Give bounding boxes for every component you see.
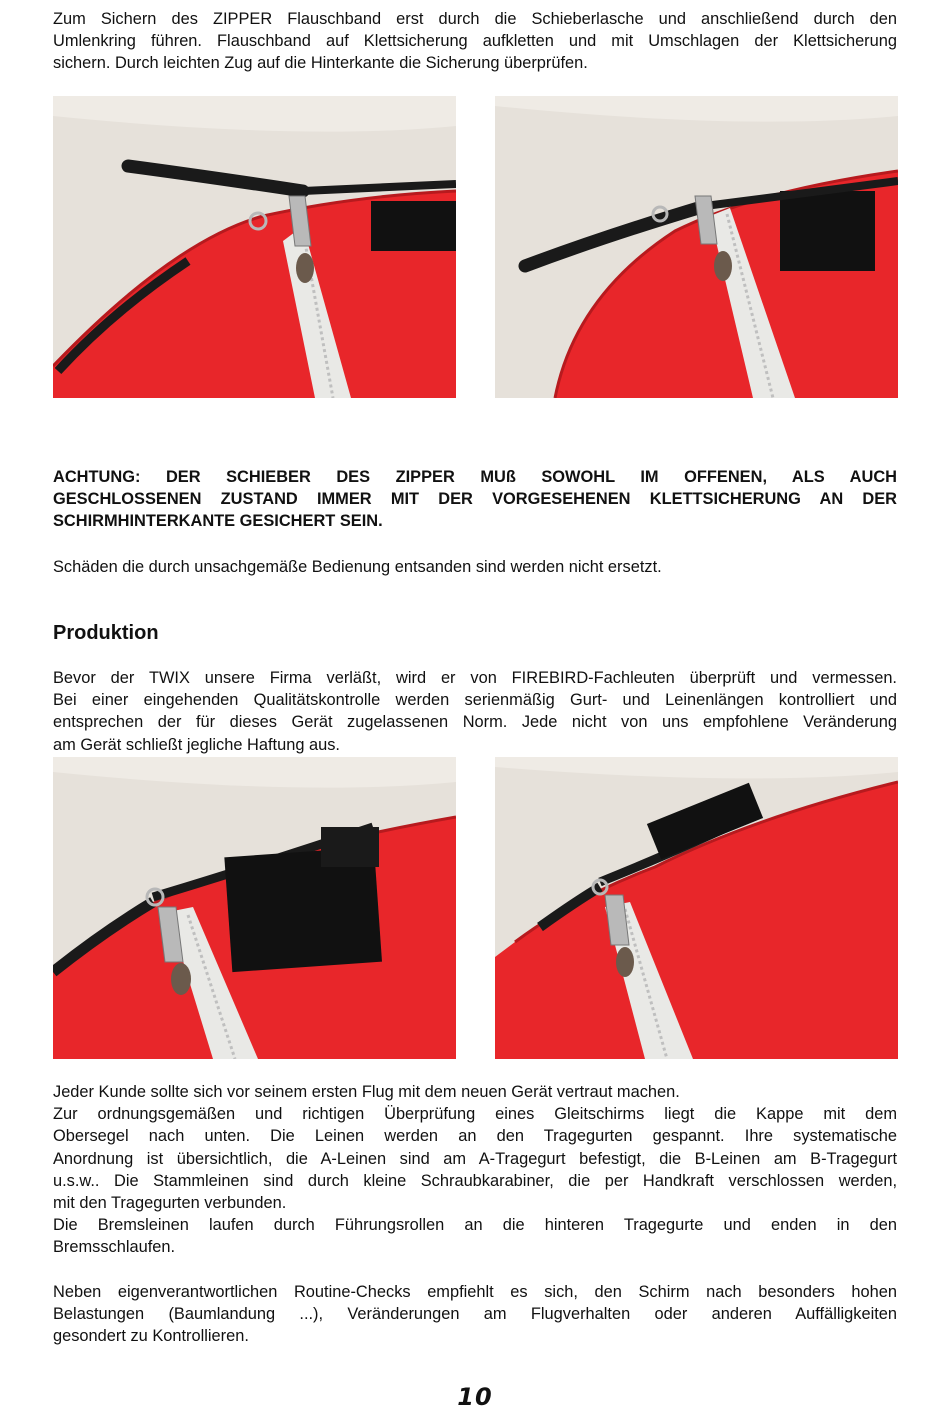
warning-line: GESCHLOSSENEN ZUSTAND IMMER MIT DER VORGESEHENEN KLETTSICHERUNG AN DER: [53, 490, 897, 509]
customer-line: Bremsschlaufen.: [53, 1238, 176, 1257]
customer-line: Anordnung ist übersichtlich, die A-Leinen sind am A-Tragegurt befestigt, die B-Leinen am B-Tragegurt: [53, 1149, 897, 1168]
photo-velcro-patch: [53, 757, 456, 1059]
photo-velcro-closed: [495, 757, 898, 1059]
section-heading-produktion: Produktion: [53, 622, 159, 644]
production-line: Bevor der TWIX unsere Firma verläßt, wird er von FIREBIRD-Fachleuten überprüft und vermessen.: [53, 669, 897, 687]
production-line: Bei einer eingehenden Qualitätskontrolle werden serienmäßig Gurt- und Leinenlängen kontrolliert und: [53, 691, 897, 710]
damage-note: Schäden die durch unsachgemäße Bedienung entsanden sind werden nicht ersetzt.: [53, 558, 662, 576]
customer-line: u.s.w.. Die Stammleinen sind durch kleine Schraubkarabiner, die per Handkraft verschlossen werden,: [53, 1171, 897, 1190]
routine-line: Neben eigenverantwortlichen Routine-Checks empfiehlt es sich, den Schirm nach besonders hohen: [53, 1283, 897, 1301]
photo-zipper-strap-secured: [495, 96, 898, 398]
routine-line: Belastungen (Baumlandung ...), Veränderungen am Flugverhalten oder anderen Auffälligkeiten: [53, 1305, 897, 1324]
customer-line: Jeder Kunde sollte sich vor seinem ersten Flug mit dem neuen Gerät vertraut machen.: [53, 1083, 680, 1101]
intro-line: Zum Sichern des ZIPPER Flauschband erst durch die Schieberlasche und anschließend durch den: [53, 10, 897, 28]
warning-paragraph: [53, 466, 897, 533]
production-line: am Gerät schließt jegliche Haftung aus.: [53, 735, 340, 754]
warning-line: SCHIRMHINTERKANTE GESICHERT SEIN.: [53, 512, 383, 531]
customer-paragraph: [53, 1081, 897, 1259]
customer-line: mit den Tragegurten verbunden.: [53, 1194, 287, 1213]
routine-line: gesondert zu Kontrollieren.: [53, 1327, 249, 1346]
intro-line: Umlenkring führen. Flauschband auf Klettsicherung aufkletten und mit Umschlagen der Klettsicherung: [53, 32, 897, 51]
page-number: 10: [457, 1383, 493, 1411]
customer-line: Obersegel nach unten. Die Leinen werden an den Tragegurten gespannt. Ihre systematische: [53, 1127, 897, 1146]
photo-zipper-open-strap: [53, 96, 456, 398]
production-line: entsprechen der für dieses Gerät zugelassenen Norm. Jede nicht von uns empfohlene Veränderung: [53, 713, 897, 732]
production-paragraph: [53, 667, 897, 756]
intro-line: sichern. Durch leichten Zug auf die Hinterkante die Sicherung überprüfen.: [53, 54, 588, 73]
intro-paragraph: [53, 8, 897, 75]
customer-line: Zur ordnungsgemäßen und richtigen Überprüfung eines Gleitschirms liegt die Kappe mit dem: [53, 1105, 897, 1124]
warning-line: ACHTUNG: DER SCHIEBER DES ZIPPER MUß SOWOHL IM OFFENEN, ALS AUCH: [53, 468, 897, 486]
customer-line: Die Bremsleinen laufen durch Führungsrollen an die hinteren Tragegurte und enden in den: [53, 1216, 897, 1235]
routine-paragraph: [53, 1281, 897, 1348]
